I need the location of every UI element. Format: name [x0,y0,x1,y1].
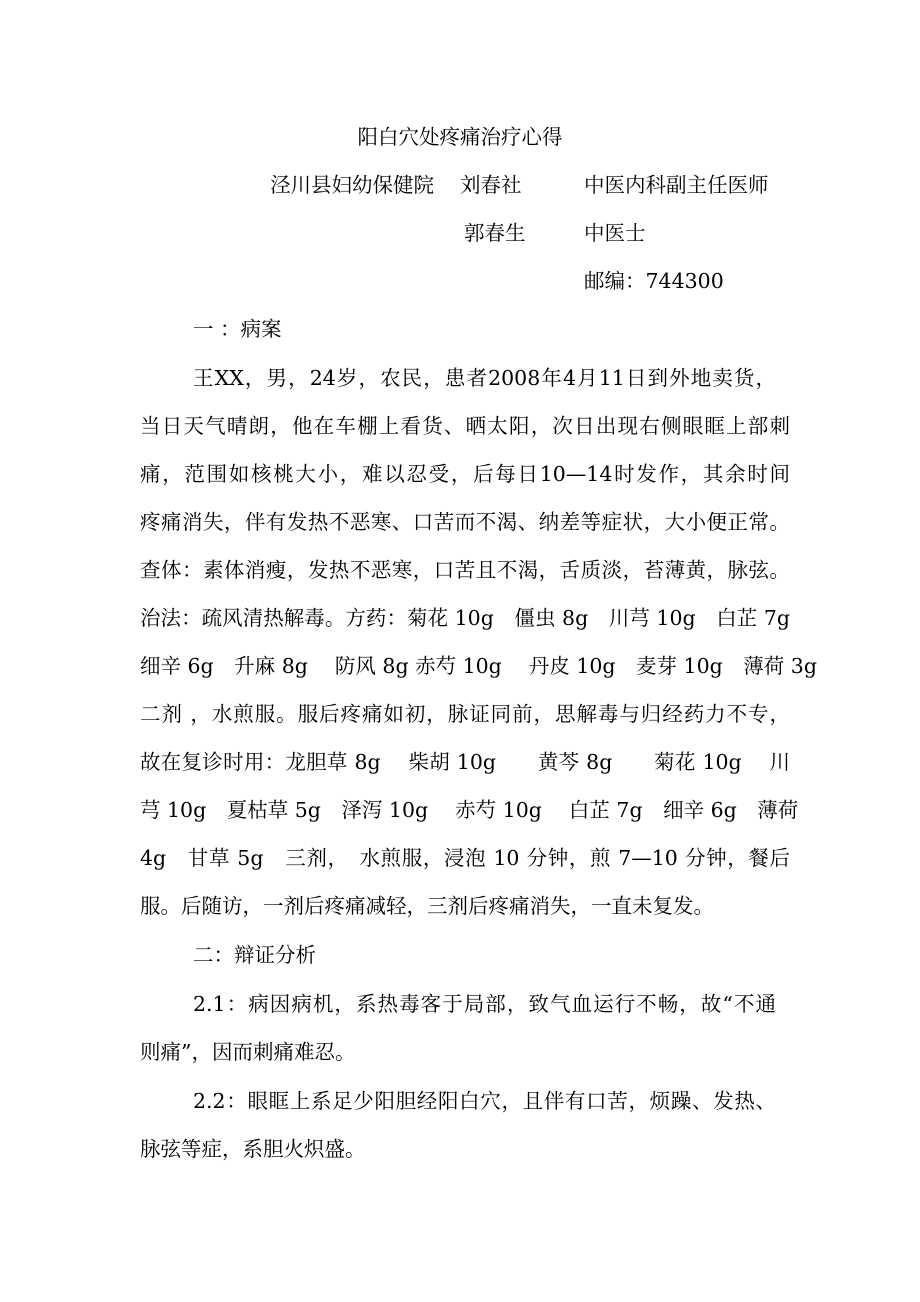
case-line: 痛，范围如核桃大小，难以忍受，后每日10—14时发作，其余时间 [140,462,790,486]
author-institution: 泾川县妇幼保健院 [270,173,434,197]
analysis-2-1-line: 则痛”，因而刺痛难忍。 [140,1040,356,1064]
case-line: 芎 10g 夏枯草 5g 泽泻 10g 赤芍 10g 白芷 7g 细辛 6g 薄荷 [140,798,799,822]
author2-name: 郭春生 [464,221,526,245]
case-line: 细辛 6g 升麻 8g 防风 8g 赤芍 10g 丹皮 10g 麦芽 10g 薄荷 3g [140,654,817,678]
analysis-2-2-line: 脉弦等症，系胆火炽盛。 [140,1137,366,1161]
author1-name: 刘春社 [460,173,522,197]
case-line: 查体：素体消瘦，发热不恶寒，口苦且不渴，舌质淡，苔薄黄，脉弦。 [140,558,790,582]
author2-title: 中医士 [584,221,646,245]
analysis-2-2-line: 2.2：眼眶上系足少阳胆经阳白穴，且伴有口苦，烦躁、发热、 [193,1089,776,1113]
case-line: 当日天气晴朗，他在车棚上看货、晒太阳，次日出现右侧眼眶上部刺 [140,414,790,438]
case-line: 故在复诊时用：龙胆草 8g 柴胡 10g 黄芩 8g 菊花 10g 川 [140,750,790,774]
postal-code: 邮编：744300 [584,269,724,293]
case-line: 服。后随访，一剂后疼痛减轻，三剂后疼痛消失，一直未复发。 [140,894,714,918]
analysis-2-1-line: 2.1：病因病机，系热毒客于局部，致气血运行不畅，故“不通 [193,992,776,1016]
case-line: 疼痛消失，伴有发热不恶寒、口苦而不渴、纳差等症状，大小便正常。 [140,510,790,534]
document-title: 阳白穴处疼痛治疗心得 [357,125,563,149]
case-line: 王XX，男，24岁，农民，患者2008年4月11日到外地卖货， [193,366,776,390]
case-line: 4g 甘草 5g 三剂， 水煎服，浸泡 10 分钟，煎 7—10 分钟，餐后 [140,846,790,870]
case-line: 二剂 ，水煎服。服后疼痛如初，脉证同前，思解毒与归经药力不专， [140,702,790,726]
author1-title: 中医内科副主任医师 [584,173,769,197]
case-line: 治法：疏风清热解毒。方药：菊花 10g 僵虫 8g 川芎 10g 白芷 7g [140,606,790,630]
section-heading-case: 一 ：病案 [193,317,282,341]
section-heading-analysis: 二：辩证分析 [193,943,316,967]
